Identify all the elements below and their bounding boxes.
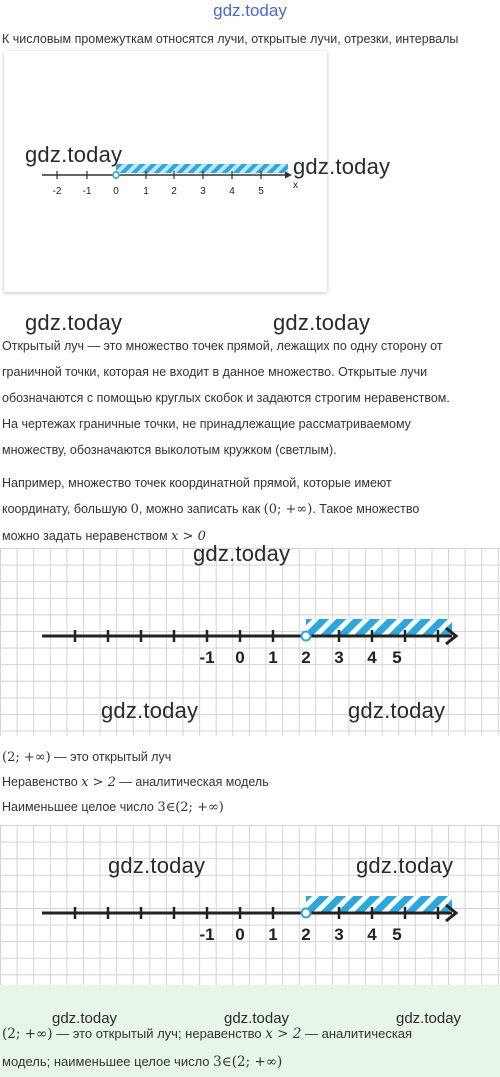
number-line-3-svg [0,825,500,985]
tick-label: 4 [367,648,377,667]
watermark: gdz.today [52,1010,118,1027]
example-line [2,470,419,496]
example-text: Например, множество точек координатной прямой, которые имеют [2,476,392,490]
fact-inequality [2,775,269,790]
watermark: gdz.today [25,310,123,335]
math-membership: 3∈(2; +∞) [213,1054,283,1070]
ray-hatching-2 [306,619,452,636]
answer-line-1 [2,1026,412,1042]
tick-label: 3 [334,648,344,667]
tick-label: 3 [200,186,206,197]
watermark: gdz.today [101,698,199,723]
tick-label: 1 [268,925,278,944]
watermark: gdz.today [273,310,371,335]
watermark: gdz.today [224,1010,290,1027]
ray-hatching-3 [306,896,452,913]
tick-label: -2 [52,186,62,197]
fact-smallest-integer [2,800,224,815]
example-text: , можно записать как [138,502,261,516]
fact-text: — аналитическая модель [115,775,269,789]
tick-label: 3 [334,925,344,944]
definition-line: обозначаются с помощью круглых скобок и задаются строгим неравенством. [2,391,450,405]
tick-label: 1 [268,648,278,667]
tick-label: 1 [143,186,149,197]
definition-line: граничной точки, которая не входит в данное множество. Открытые лучи [2,365,428,379]
watermark: gdz.today [193,541,291,566]
tick-label: 0 [113,186,119,197]
open-point-3 [302,909,311,918]
example-text: . Такое множество [312,502,420,516]
watermark: gdz.today [356,853,454,878]
tick-label: -1 [199,648,215,667]
tick-label: -1 [82,186,92,197]
number-line-1-svg [4,51,327,292]
example-text: координату, большую [2,502,128,516]
grid-figure-3 [0,825,500,985]
answer-line-2 [2,1054,282,1070]
watermark: gdz.today [348,698,446,723]
math-inequality: x > 2 [81,775,116,790]
example-text: можно задать неравенством [2,529,168,543]
fact-text: Неравенство [2,775,78,789]
site-link[interactable]: gdz.today [213,1,287,20]
definition-paragraph [2,333,450,463]
math-interval: (0; +∞) [263,502,313,517]
watermark: gdz.today [108,853,206,878]
answer-text: модель; наименьшее целое число [2,1054,210,1069]
axis-arrow-1 [285,172,292,179]
answer-text: — это открытый луч; неравенство [52,1026,262,1041]
tick-label: 4 [367,925,377,944]
fact-text: Наименьшее целое число [2,800,154,814]
math-inequality: x > 2 [265,1026,302,1042]
tick-label: -1 [199,925,215,944]
tick-label: 2 [301,925,311,944]
open-point-1 [113,172,119,178]
tick-label: 0 [235,925,245,944]
math-zero: 0 [130,502,139,517]
definition-line: Открытый луч — это множество точек прямой, лежащих по одну сторону от [2,339,443,353]
open-point-2 [302,632,311,641]
number-line-figure-1 [4,51,327,292]
example-line [2,496,419,523]
tick-label: 0 [235,648,245,667]
tick-label: 2 [301,648,311,667]
tick-label: 5 [258,186,264,197]
math-inequality: x > 0 [171,529,206,544]
math-membership: 3∈(2; +∞) [157,800,224,815]
watermark: gdz.today [396,1010,462,1027]
math-interval: (2; +∞) [2,1026,53,1042]
tick-label: 5 [392,648,402,667]
fact-open-ray [2,750,171,765]
math-interval: (2; +∞) [2,750,51,765]
tick-label: 4 [229,186,235,197]
fact-text: — это открытый луч [50,750,172,764]
ray-hatching-1 [116,164,288,173]
watermark: gdz.today [293,154,391,179]
tick-label: 5 [392,925,402,944]
intro-text: К числовым промежуткам относятся лучи, открытые лучи, отрезки, интервалы [2,32,459,46]
watermark: gdz.today [25,142,123,167]
example-paragraph [2,470,419,550]
definition-line: множеству, обозначаются выколотым кружком (светлым). [2,443,337,457]
axis-label-x: x [293,180,298,191]
answer-text: — аналитическая [301,1026,413,1041]
definition-line: На чертежах граничные точки, не принадлежащие рассматриваемому [2,417,411,431]
tick-label: 2 [171,186,177,197]
